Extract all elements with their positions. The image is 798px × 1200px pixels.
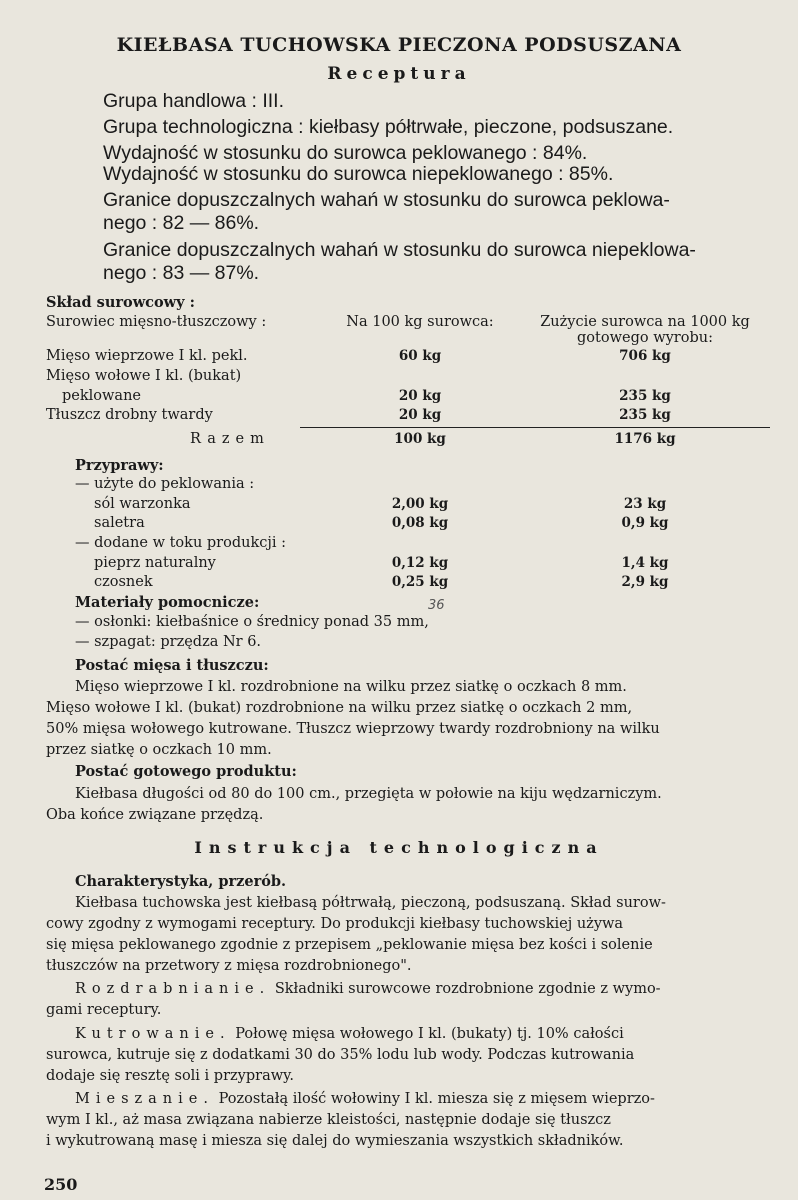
- materialy-heading: Materiały pomocnicze:: [75, 594, 260, 611]
- materialy-line: — szpagat: przędza Nr 6.: [75, 634, 262, 650]
- table-cell: 2,9 kg: [621, 574, 669, 590]
- intro-line: Granice dopuszczalnych wahań w stosunku do surowca peklowa-: [103, 189, 670, 211]
- sklad-heading: Skład surowcowy :: [46, 294, 195, 311]
- table-cell: 0,25 kg: [391, 574, 449, 590]
- paragraph-line: 50% mięsa wołowego kutrowane. Tłuszcz wieprzowy twardy rozdrobniony na wilku: [46, 721, 660, 737]
- table-cell: 20 kg: [398, 388, 442, 404]
- spice-label: czosnek: [94, 574, 153, 590]
- paragraph-line: Kiełbasa tuchowska jest kiełbasą półtrwałą, pieczoną, podsuszaną. Skład surow-: [75, 895, 666, 911]
- page-number: 250: [44, 1175, 78, 1194]
- kutrowanie-lead: Kutrowanie.: [75, 1026, 231, 1042]
- paragraph-line: cowy zgodny z wymogami receptury. Do produkcji kiełbasy tuchowskiej używa: [46, 916, 624, 932]
- col-header-zuzycie-2: gotowego wyrobu:: [577, 330, 713, 346]
- mieszanie-text: Pozostałą ilość wołowiny I kl. miesza się z mięsem wieprzo-: [218, 1091, 655, 1107]
- paragraph-line: się mięsa peklowanego zgodnie z przepisem „peklowanie mięsa bez kości i solenie: [46, 937, 653, 953]
- spice-group-label: — dodane w toku produkcji :: [75, 535, 286, 551]
- paragraph-line: wym I kl., aż masa związana nabierze kleistości, następnie dodaje się tłuszcz: [46, 1112, 611, 1128]
- spice-label: saletra: [94, 515, 145, 531]
- table-cell: 2,00 kg: [391, 496, 449, 512]
- table-row-label: Tłuszcz drobny twardy: [46, 407, 213, 423]
- table-cell: 20 kg: [398, 407, 442, 423]
- table-row-label: Mięso wieprzowe I kl. pekl.: [46, 348, 248, 364]
- table-total-a: 100 kg: [394, 431, 446, 447]
- paragraph-line: Mięso wołowe I kl. (bukat) rozdrobnione na wilku przez siatkę o oczkach 2 mm,: [46, 700, 633, 716]
- table-row-label: Mięso wołowe I kl. (bukat): [46, 368, 242, 384]
- materialy-line: — osłonki: kiełbaśnice o średnicy ponad 35 mm,: [75, 614, 429, 630]
- paragraph-line: Mięso wieprzowe I kl. rozdrobnione na wilku przez siatkę o oczkach 8 mm.: [75, 679, 627, 695]
- rozdrabnianie-lead: Rozdrabnianie.: [75, 981, 271, 997]
- mieszanie-lead: Mieszanie.: [75, 1091, 214, 1107]
- col-header-zuzycie: Zużycie surowca na 1000 kg: [540, 314, 750, 330]
- kutrowanie-text: Połowę mięsa wołowego I kl. (bukaty) tj. 10% całości: [235, 1026, 624, 1042]
- handwritten-note: 36: [428, 598, 445, 613]
- table-cell: 1,4 kg: [621, 555, 669, 571]
- paragraph-line: [75, 979, 661, 1000]
- paragraph-line: tłuszczów na przetwory z mięsa rozdrobnionego".: [46, 958, 412, 974]
- paragraph-line: przez siatkę o oczkach 10 mm.: [46, 742, 272, 758]
- przyprawy-heading: Przyprawy:: [75, 457, 164, 474]
- postac-miesa-heading: Postać mięsa i tłuszczu:: [75, 657, 269, 674]
- paragraph-line: Kiełbasa długości od 80 do 100 cm., przegięta w połowie na kiju wędzarniczym.: [75, 786, 662, 802]
- table-cell: 706 kg: [619, 348, 671, 364]
- spice-label: sól warzonka: [94, 496, 191, 512]
- table-cell: 235 kg: [619, 407, 671, 423]
- paragraph-line: i wykutrowaną masę i miesza się dalej do wymieszania wszystkich składników.: [46, 1133, 624, 1149]
- section-receptura: Receptura: [327, 64, 471, 84]
- intro-line: Grupa handlowa : III.: [103, 90, 285, 112]
- table-cell: 60 kg: [398, 348, 442, 364]
- charakterystyka-heading: Charakterystyka, przerób.: [75, 873, 287, 890]
- paragraph-line: surowca, kutruje się z dodatkami 30 do 35% lodu lub wody. Podczas kutrowania: [46, 1047, 635, 1063]
- intro-line: Wydajność w stosunku do surowca niepeklowanego : 85%.: [103, 163, 614, 185]
- table-cell: 0,12 kg: [391, 555, 449, 571]
- postac-produktu-heading: Postać gotowego produktu:: [75, 763, 297, 780]
- table-cell: 23 kg: [623, 496, 667, 512]
- rozdrabnianie-text: Składniki surowcowe rozdrobnione zgodnie z wymo-: [274, 981, 661, 997]
- intro-line: Grupa technologiczna : kiełbasy półtrwałe, pieczone, podsuszane.: [103, 116, 674, 138]
- section-instrukcja: Instrukcja technologiczna: [194, 838, 604, 857]
- paragraph-line: Oba końce związane przędzą.: [46, 807, 264, 823]
- intro-line: Wydajność w stosunku do surowca peklowanego : 84%.: [103, 142, 588, 164]
- intro-line: Granice dopuszczalnych wahań w stosunku do surowca niepeklowa-: [103, 239, 696, 261]
- paragraph-line: [75, 1089, 655, 1110]
- table-cell: 0,9 kg: [621, 515, 669, 531]
- intro-line: nego : 82 — 86%.: [103, 212, 260, 234]
- col-header-surowiec: Surowiec mięsno-tłuszczowy :: [46, 314, 267, 330]
- col-header-na-100kg: Na 100 kg surowca:: [346, 314, 494, 330]
- page-title: KIEŁBASA TUCHOWSKA PIECZONA PODSUSZANA: [116, 34, 682, 56]
- table-total-b: 1176 kg: [614, 431, 676, 447]
- spice-label: pieprz naturalny: [94, 555, 216, 571]
- table-cell: 235 kg: [619, 388, 671, 404]
- intro-line: nego : 83 — 87%.: [103, 262, 260, 284]
- table-total-label: Razem: [190, 431, 270, 447]
- table-total-rule: [300, 427, 770, 428]
- paragraph-line: dodaje się resztę soli i przyprawy.: [46, 1068, 294, 1084]
- table-row-label: peklowane: [62, 388, 141, 404]
- paragraph-line: [75, 1024, 624, 1045]
- paragraph-line: gami receptury.: [46, 1002, 162, 1018]
- spice-group-label: — użyte do peklowania :: [75, 476, 255, 492]
- table-cell: 0,08 kg: [391, 515, 449, 531]
